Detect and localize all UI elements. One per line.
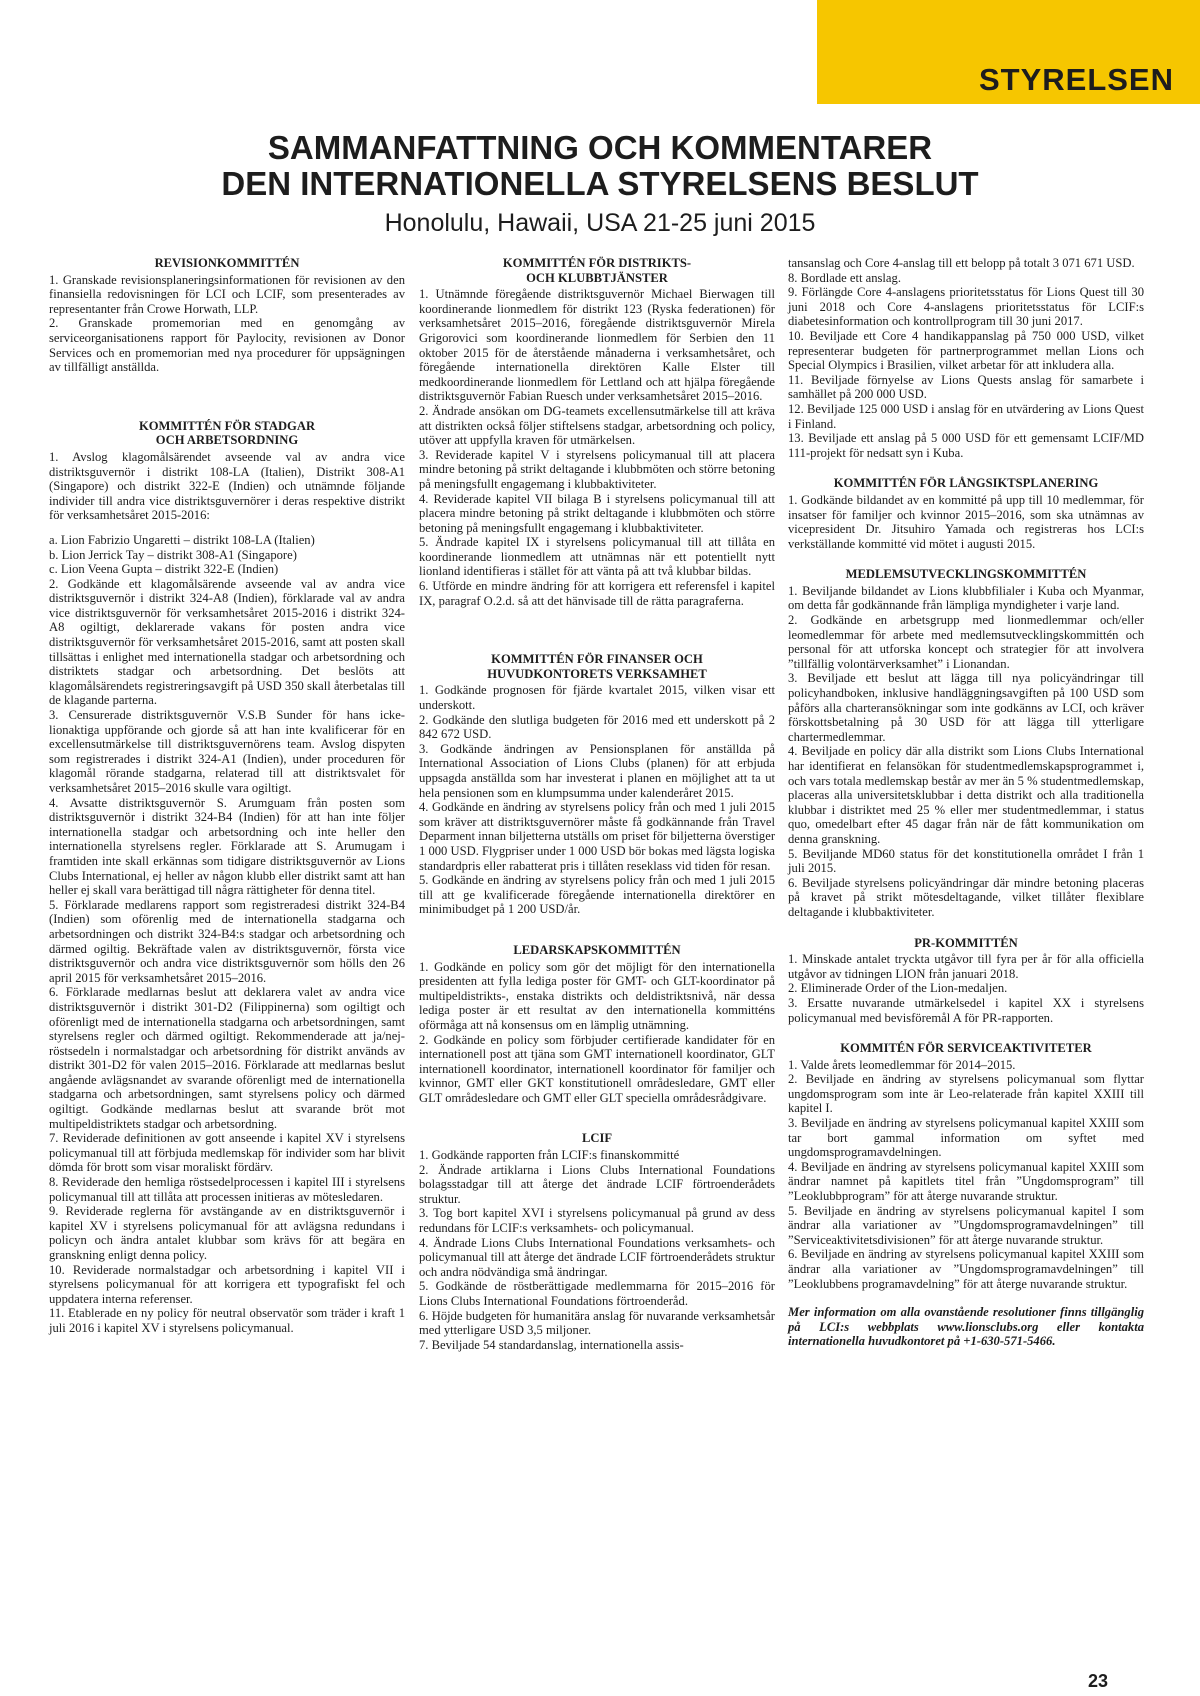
paragraph: 2. Godkände en arbetsgrupp med lionmedlemmar och/eller leomedlemmar för arbete med medlemsutvecklingskommittén och personal för att utforska koncept och strategier för att involvera ”tillfällig volontärverksamhet” i Lionandan. bbox=[788, 613, 1144, 671]
section-heading: KOMMITÉN FÖR SERVICEAKTIVITETER bbox=[840, 1041, 1092, 1056]
paragraph: 1. Utnämnde föregående distriktsguvernör Michael Bierwagen till koordinerande lionmedlem för distrikt 123 (Ryska federationen) för verksamhetsåret 2015–2016, föregående distriktsguvernör Mirela Grigorovici som koordinerande lionmedlem för Serbien den 11 oktober 2015 för de återstående månaderna i verksamhetsåret, och föregående internationella direktören Kalle Elster till medkoordinerande lionmedlem för Lettland och att hjälpa föregående distriktsguvernör Fabian Ruesch under verksamhetsåret 2015–2016. bbox=[419, 287, 775, 404]
page-title: SAMMANFATTNING OCH KOMMENTARER bbox=[267, 129, 933, 166]
section-lcif bbox=[419, 1131, 775, 1352]
paragraph: 6. Höjde budgeten för humanitära anslag för nuvarande verksamhetsår med ytterligare USD 3,5 miljoner. bbox=[419, 1308, 775, 1338]
section-distrikt bbox=[419, 256, 775, 608]
paragraph: 1. Godkände prognosen för fjärde kvartalet 2015, vilken visar ett underskott. bbox=[419, 683, 775, 713]
paragraph: 12. Beviljade 125 000 USD i anslag för en utvärdering av Lions Quest i Finland. bbox=[788, 401, 1144, 431]
section-heading: LEDARSKAPSKOMMITTÉN bbox=[513, 942, 681, 957]
section-heading: MEDLEMSUTVECKLINGSKOMMITTÉN bbox=[845, 567, 1087, 582]
paragraph: 4. Beviljade en ändring av styrelsens policymanual kapitel XXIII som ändrar namnet på kapitlets titel från ”Ungdomsprogram” till ”Leoklubbprogram” för att återge nuvarande struktur. bbox=[788, 1159, 1144, 1204]
paragraph: 1. Minskade antalet tryckta utgåvor till fyra per år för alla officiella utgåvor av tidningen LION från januari 2018. bbox=[788, 952, 1144, 981]
section-heading: LCIF bbox=[581, 1131, 613, 1146]
paragraph: 3. Godkände ändringen av Pensionsplanen för anställda på International Association of Lions Clubs (planen) för att erbjuda uppsagda anställda som har investerat i planen en möjlighet att ta ut hela pensionen som en klumpsumma under kalenderåret 2015. bbox=[419, 741, 775, 800]
paragraph: 2. Beviljade en ändring av styrelsens policymanual som flyttar ungdomsprogram som inte är Leo-relaterade från kapitel XXIII till kapitel I. bbox=[788, 1072, 1144, 1116]
list-item: a. Lion Fabrizio Ungaretti – distrikt 108-LA (Italien) bbox=[49, 532, 315, 547]
section-ledarskap bbox=[419, 943, 775, 1106]
section-heading: PR-KOMMITTÉN bbox=[914, 935, 1018, 950]
paragraph: 3. Tog bort kapitel XVI i styrelsens policymanual på grund av dess redundans för LCIF:s verksamhets- och policymanual. bbox=[419, 1206, 775, 1236]
paragraph: 7. Beviljade 54 standardanslag, internationella assis- bbox=[419, 1337, 684, 1352]
section-heading: REVISIONKOMMITTÉN bbox=[154, 256, 300, 270]
section-tab-label: STYRELSEN bbox=[978, 62, 1174, 97]
paragraph: 8. Reviderade den hemliga röstsedelprocessen i kapitel III i styrelsens policymanual till att tillåta att processen initieras av mötesledaren. bbox=[49, 1175, 405, 1204]
paragraph: 1. Valde årets leomedlemmar för 2014–2015. bbox=[788, 1057, 1016, 1072]
section-lcif-continued bbox=[788, 256, 1144, 460]
paragraph: 3. Reviderade kapitel V i styrelsens policymanual till att placera mindre betoning på strikt deltagande i klubbmöten och större betoning på meningsfullt engagemang i klubbaktiviteter. bbox=[419, 447, 775, 491]
section-pr bbox=[788, 936, 1144, 1026]
paragraph: 11. Etablerade en ny policy för neutral observatör som träder i kraft 1 juli 2016 i kapitel XV i styrelsens policymanual. bbox=[49, 1306, 405, 1335]
column-1 bbox=[49, 256, 405, 1336]
section-finanser bbox=[419, 652, 775, 917]
paragraph: 1. Avslog klagomålsärendet avseende val av andra vice distriktsguvernör i distrikt 108-LA (Italien), Distrikt 308-A1 (Singapore) och distrikt 322-E (Indien) och utnämnde följande individer till andra vice distriktsguvernörer i deras respektive distrikt för verksamhetsåret 2015-2016: bbox=[49, 449, 405, 523]
section-heading bbox=[419, 256, 775, 285]
paragraph: 2. Eliminerade Order of the Lion-medaljen. bbox=[788, 981, 1008, 996]
paragraph: 2. Godkände den slutliga budgeten för 2016 med ett underskott på 2 842 672 USD. bbox=[419, 712, 775, 742]
paragraph: 13. Beviljade ett anslag på 5 000 USD för ett gemensamt LCIF/MD 111-projekt för nedsatt syn i Kuba. bbox=[788, 431, 1144, 460]
paragraph: 5. Beviljade en ändring av styrelsens policymanual kapitel I som ändrar alla variationer av ”Ungdomsprogramavdelningen” till ”Serviceaktivitetsdivisionen” för att återge nuvarande struktur. bbox=[788, 1203, 1144, 1247]
section-medlem bbox=[788, 567, 1144, 919]
paragraph: 5. Beviljande MD60 status för det konstitutionella området I från 1 juli 2015. bbox=[788, 846, 1144, 876]
paragraph: 6. Beviljade styrelsens policyändringar där mindre betoning placeras på kravet på strikt mötesdeltagande, vilket tillåter flexiblare deltagande i klubbaktiviteter. bbox=[788, 875, 1144, 919]
section-stadgar bbox=[49, 419, 405, 1336]
section-heading-line: KOMMITTÉN FÖR FINANSER OCH bbox=[491, 652, 703, 667]
paragraph: 5. Godkände en ändring av styrelsens policy från och med 1 juli 2015 till att ge kvalificerade föregående internationella direktörer en minimibudget på 1 200 USD/år. bbox=[419, 873, 775, 917]
section-heading-line: KOMMITTÉN FÖR STADGAR bbox=[138, 418, 316, 433]
paragraph: 9. Förlängde Core 4-anslagens prioritetsstatus för Lions Quest till 30 juni 2018 och Core 4-anslagens prioritetsstatus för LCIF:s diabetesinformation och kontrollprogram till 30 juni 2017. bbox=[788, 285, 1144, 329]
paragraph: 10. Beviljade ett Core 4 handikappanslag på 750 000 USD, vilket representerar budgeten för partnerprogrammet mellan Lions och Special Olympics i Brasilien, vilket arbetar för att inkludera alla. bbox=[788, 328, 1144, 373]
paragraph: 4. Godkände en ändring av styrelsens policy från och med 1 juli 2015 som kräver att distriktsguvernörer måste få godkännande från Travel Deparment innan biljetterna utställs om priset för biljetterna överstiger 1 000 USD. Flygpriser under 1 000 USD bör bokas med lägsta logiska standardpris eller rabatterat pris i tillåten reseklass vid tiden för resan. bbox=[419, 800, 776, 873]
paragraph: 10. Reviderade normalstadgar och arbetsordning i kapitel VII i styrelsens policymanual för att korrigera ett typografiskt fel och uppdatera interna referenser. bbox=[49, 1262, 405, 1306]
page-number: 23 bbox=[1087, 1671, 1108, 1691]
paragraph: 1. Granskade revisionsplaneringsinformationen för revisionen av den finansiella redovisningen för LCI och LCIF, som presenterades av representanter från Crowe Horwath, LLP. bbox=[49, 272, 405, 316]
section-tab bbox=[817, 0, 1200, 104]
paragraph: 6. Beviljade en ändring av styrelsens policymanual kapitel XXIII som ändrar alla variationer av ”Ungdomsprogramavdelningen” till ”Leoklubbens programavdelning” för att återge nuvarande struktur. bbox=[788, 1247, 1144, 1291]
section-service bbox=[788, 1041, 1144, 1291]
paragraph: 9. Reviderade reglerna för avstängande av en distriktsguvernör i kapitel XV i styrelsens policymanual för att avlägsna redundans i policyn och ändra antalet klubbar som krävs för att begära en granskning enligt denna policy. bbox=[49, 1204, 405, 1262]
paragraph: 4. Avsatte distriktsguvernör S. Arumguam från posten som distriktsguvernör i distrikt 324-B4 (Indien) för att han inte följer internationella stadgar och arbetsordning och inte heller den internationella styrelsens regler. Förklarade att S. Arumugam i framtiden inte skall erkännas som tidigare distriktsguvernör av Lions Clubs International, ej heller av någon klubb eller distrikt samt att han heller ej skall vara berättigad till några rättigheter för denna titel. bbox=[49, 795, 405, 898]
paragraph: 3. Beviljade en ändring av styrelsens policymanual kapitel XXIII som tar bort gammal information om syftet med ungdomsprogramavdelningen. bbox=[788, 1116, 1144, 1160]
paragraph: 4. Ändrade Lions Clubs International Foundations verksamhets- och policymanual till att återge det ändrade LCIF förtroenderådets struktur och andra nödvändiga små ändringar. bbox=[419, 1235, 775, 1279]
section-heading: KOMMITTÉN FÖR LÅNGSIKTSPLANERING bbox=[833, 476, 1099, 491]
paragraph: 1. Beviljande bildandet av Lions klubbfilialer i Kuba och Myanmar, om detta får godkännande från lämpliga myndigheter i varje land. bbox=[788, 583, 1144, 613]
paragraph: 5. Godkände de röstberättigade medlemmarna för 2015–2016 för Lions Clubs International Foundations förtroenderåd. bbox=[419, 1279, 775, 1308]
paragraph: 1. Godkände bildandet av en kommitté på upp till 10 medlemmar, för insatser för familjer och kvinnor 2015–2016, som ska utnämnas av vicepresident Dr. Jitsuhiro Yamada och registreras hos LCI:s verkställande kommitté vid mötet i augusti 2015. bbox=[788, 492, 1144, 551]
section-heading-line: OCH KLUBBTJÄNSTER bbox=[526, 270, 668, 285]
info-note: Mer information om alla ovanstående resolutioner finns tillgänglig på LCI:s webbplats www.lionsclubs.org eller kontakta internationella huvudkontoret på +1-630-571-5466. bbox=[788, 1305, 1144, 1349]
paragraph: 5. Förklarade medlarens rapport som registreradesi distrikt 324-B4 (Indien) som oförenlig med de internationella stadgarna och arbetsordningen och distrikt 324-B4:s stadgar och arbetsordning och därmed ogiltig. Bekräftade valen av distriktsguvernör, första vice distriktsguvernör och andra vice distriktsguvernör som hölls den 26 april 2015 för verksamhetsåret 2015–2016. bbox=[49, 897, 405, 985]
page-subtitle: Honolulu, Hawaii, USA 21-25 juni 2015 bbox=[384, 209, 816, 237]
spacer bbox=[49, 523, 405, 533]
page-header bbox=[0, 130, 1200, 240]
page-title-line-2: DEN INTERNATIONELLA STYRELSENS BESLUT bbox=[221, 165, 979, 202]
paragraph: 8. Bordlade ett anslag. bbox=[788, 270, 901, 285]
paragraph: 2. Godkände ett klagomålsärende avseende val av andra vice distriktsguvernör i distrikt 324-A8 (Indien), förklarade val av andra vice distriktsguvernör för verksamhetsåret 2015-2016 i distrikt 324-A8 ogiltigt, deklarerade vakans för posten andra vice distriktsguvernör för verksamhetsåret 2015-2016, samt att posten skall tillsättas i enlighet med internationella stadgar och arbetsordning och distriktets stadgar och arbetsordning. Det beslöts att klagomålsärendets registreringsavgift på USD 350 skall återbetalas till de klagande parterna. bbox=[49, 576, 405, 708]
section-revision bbox=[49, 256, 405, 375]
paragraph: 5. Ändrade kapitel IX i styrelsens policymanual till att tillåta en koordinerande lionmedlem att utnämnas när ett potentiellt nytt lionland identifieras i stället för att vänta på att två klubbar bildas. bbox=[419, 535, 775, 579]
paragraph: 2. Ändrade artiklarna i Lions Clubs International Foundations bolagsstadgar till att återge det ändrade LCIF förtroenderådets struktur. bbox=[419, 1162, 775, 1206]
paragraph: 2. Granskade promemorian med en genomgång av serviceorganisationens rapport för Paylocity, revisionen av Donor Services och en promemorian med nya procedurer för uppsägningen av tillfälligt anställda. bbox=[49, 316, 405, 375]
paragraph: 1. Godkände rapporten från LCIF:s finanskommitté bbox=[419, 1148, 680, 1163]
paragraph: 3. Censurerade distriktsguvernör V.S.B Sunder för hans icke-lionaktiga uppförande och gjorde så att han inte kvalificerar för en excellensutmärkelse till distriktsguvernörens team. Avslog dispyten som registrerades i distrikt 324-A1 (Indien), under proceduren för klagomål rörande stadgarna, relaterad till att distriktsvalet för verksamhetsåret 2015–2016 skulle vara ogiltigt. bbox=[49, 708, 405, 795]
section-langsikt bbox=[788, 476, 1144, 551]
paragraph: 6. Utförde en mindre ändring för att korrigera ett referensfel i kapitel IX, paragraf O.2.d. så att det hänvisade till de rätta paragraferna. bbox=[419, 579, 775, 608]
list-item: b. Lion Jerrick Tay – distrikt 308-A1 (Singapore) bbox=[49, 547, 297, 562]
paragraph: 2. Godkände en policy som förbjuder certifierade kandidater för en internationell post att tjäna som GMT internationell koordinator, GLT internationell koordinator, internationell koordinator för familjer och kvinnor, GMT eller GKT konstitutionell områdesledare, GMT eller GLT områdesledare och GMT eller GLT speciella områdesrådgivare. bbox=[419, 1032, 775, 1105]
section-heading-line: HUVUDKONTORETS VERKSAMHET bbox=[487, 666, 707, 681]
paragraph: 6. Förklarade medlarnas beslut att deklarera valet av andra vice distriktsguvernör i distrikt 301-D2 (Filippinerna) som ogiltigt och oförenligt med de internationella stadgarna och arbetsordningen, samt styrelsens regler och därmed ogiltigt. Rekommenderade att ja/nej-röstsedeln i normalstadgar och arbetsordning för distrikt används av distrikt 301-D2 för valen 2015–2016. Förklarade att medlarnas beslut angående avlägsnandet av svarande oförenligt med de internationella stadgarna och arbetsordningen, samt styrelsens policy och därmed ogiltigt. Godkände medlarnas beslut att svarande bröt mot multipeldistriktets stadgar och arbetsordning. bbox=[49, 985, 405, 1131]
paragraph: 3. Ersatte nuvarande utmärkelsedel i kapitel XX i styrelsens policymanual med bevisföremål A för PR-rapporten. bbox=[788, 995, 1144, 1025]
paragraph: 1. Godkände en policy som gör det möjligt för den internationella presidenten att fylla lediga poster för GMT- och GLT-koordinator på multipeldistrikts-, enstaka distrikts och deldistriktsnivå, när dessa lediga poster är ett resultat av den internationella kommitténs oförmåga att nå konsensus om en lämplig utnämning. bbox=[419, 959, 775, 1032]
paragraph: 2. Ändrade ansökan om DG-teamets excellensutmärkelse till att kräva att distrikten också följer stiftelsens stadgar, arbetsordning och policy, utöver att uppfylla kraven för utmärkelsen. bbox=[419, 403, 775, 448]
column-2 bbox=[419, 256, 775, 1352]
section-heading-line: OCH ARBETSORDNING bbox=[155, 433, 299, 448]
section-heading bbox=[419, 652, 775, 681]
paragraph: 11. Beviljade förnyelse av Lions Quests anslag för samarbete i samhället på 200 000 USD. bbox=[788, 372, 1144, 402]
paragraph: 7. Reviderade definitionen av gott anseende i kapitel XV i styrelsens policymanual till att förbjuda medlemskap för individer som har blivit dömda för brott som visar moraliskt fördärv. bbox=[49, 1131, 405, 1175]
list-item: c. Lion Veena Gupta – distrikt 322-E (Indien) bbox=[49, 562, 279, 577]
paragraph: tansanslag och Core 4-anslag till ett belopp på totalt 3 071 671 USD. bbox=[788, 256, 1135, 270]
section-heading bbox=[49, 419, 405, 448]
paragraph: 3. Beviljade ett beslut att lägga till nya policyändringar till policyhandboken, inklusive handläggningsavgiften på 100 USD som påförs alla charteransökningar som inte godkänns av LCI, och kräver förskottsbetalning på 30 USD för att lägga till ytterligare chartermedlemmar. bbox=[788, 671, 1144, 744]
paragraph: 4. Beviljade en policy där alla distrikt som Lions Clubs International har identifierat en felansökan för studentmedlemskapsprogrammet i, och vars totala medlemskap består av mer än 5 % studentmedlemskap, placeras alla universitetsklubbar i detta distrikt och alla traditionella klubbar i distriktet med 25 % eller mer studentmedlemmar, i status quo, omedelbart efter 45 dagar från när de fått kommunikation om denna granskning. bbox=[788, 744, 1144, 846]
paragraph: 4. Reviderade kapitel VII bilaga B i styrelsens policymanual till att placera mindre betoning på strikt deltagande i klubbmöten och större betoning på meningsfullt engagemang i klubbaktiviteter. bbox=[419, 491, 775, 535]
section-heading-line: KOMMITTÉN FÖR DISTRIKTS- bbox=[502, 256, 692, 270]
column-3 bbox=[788, 256, 1144, 1349]
